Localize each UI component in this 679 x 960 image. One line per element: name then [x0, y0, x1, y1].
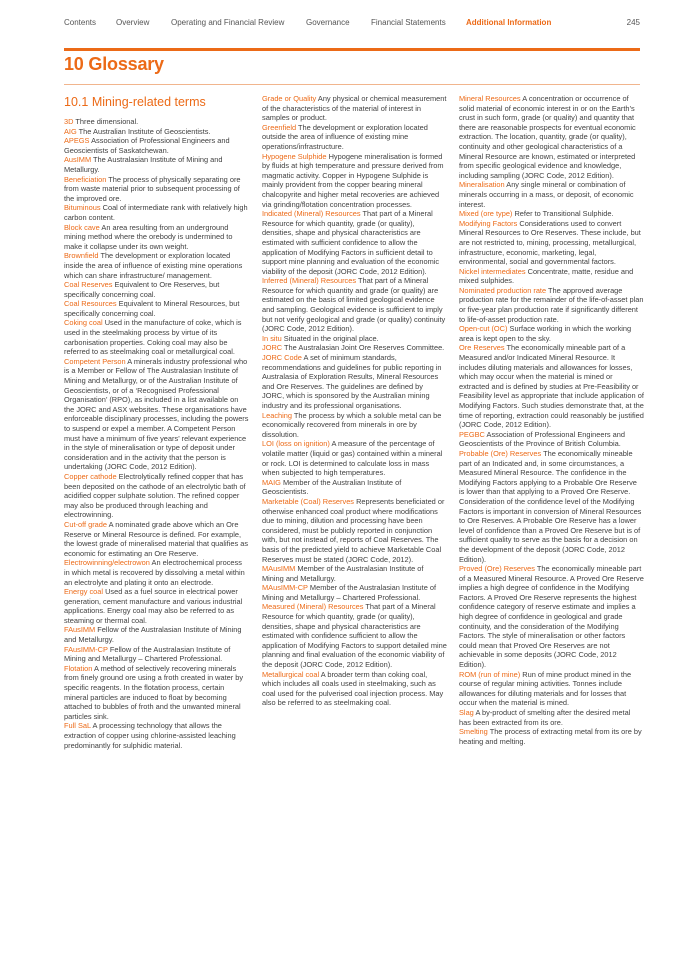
glossary-definition: The economically mineable part of a Measured Mineral Resource. A Proved Ore Reserve implies a high degree of confidence in the Modifying Factors. A Proved Ore Reserve represents the highest confidence category of reserve estimate and implies a high degree of confidence in geological and grade continuity, and the consideration of the Modifying Factors. The style of mineralisation or other factors could mean that Proved Ore Reserves are not achievable in some deposits (JORC Code, 2012 Edition).	[459, 564, 644, 670]
glossary-entry	[459, 670, 644, 708]
glossary-entry	[459, 94, 644, 180]
glossary-term: APEGS	[64, 136, 90, 146]
glossary-definition: A processing technology that allows the extraction of copper using chlorine-assisted leaching predominantly for sulphidic material.	[64, 721, 236, 750]
glossary-term: Ore Reserves	[459, 343, 505, 353]
glossary-term: Open-cut (OC)	[459, 324, 508, 334]
glossary-term: Coal Reserves	[64, 280, 113, 290]
glossary-term: Coal Resources	[64, 299, 117, 309]
glossary-entry	[459, 449, 644, 564]
glossary-definition: Refer to Transitional Sulphide.	[514, 209, 614, 219]
glossary-entry	[459, 430, 644, 449]
glossary-definition: Run of mine product mined in the course of regular mining activities. Tonnes include allowances for diluting materials and for losses that occur when the material is mined.	[459, 669, 632, 708]
glossary-term: AusIMM	[64, 155, 92, 165]
page-number: 245	[626, 18, 640, 27]
glossary-term: PEGBC	[459, 429, 485, 439]
nav-overview[interactable]: Overview	[116, 18, 150, 27]
glossary-definition: Considerations used to convert Mineral Resources to Ore Reserves. These include, but are not restricted to, mining, processing, metallurgical, infrastructure, economic, marketing, legal, environmental, social and governmental factors.	[459, 218, 641, 267]
glossary-definition: Member of the Australasian Institute of Mining and Metallurgy – Chartered Professional.	[262, 583, 437, 602]
glossary-definition: Equivalent to Ore Reserves, but specifically concerning coal.	[64, 280, 220, 299]
top-navigation	[64, 14, 640, 30]
glossary-term: MAIG	[262, 477, 281, 487]
glossary-term: Mixed (ore type)	[459, 209, 513, 219]
glossary-entry	[64, 520, 249, 558]
glossary-definition: A method of selectively recovering minerals from finely ground ore using a froth created in water by specific reagents. In the flotation process, certain mineral particles are induced to float by becoming attached to bubbles of froth and the unwanted mineral particles sink.	[64, 663, 244, 721]
glossary-definition: The process of physically separating ore from waste material prior to subsequent processing of the improved ore.	[64, 174, 241, 203]
glossary-entry	[64, 155, 249, 174]
glossary-term: Marketable (Coal) Reserves	[262, 496, 355, 506]
glossary-definition: Represents beneficiated or otherwise enhanced coal product where modifications due to mining, dilution and processing have been considered, must be publicly reported in conjunction with, but not instead of, reports of Coal Reserves. The basis of the predicted yield to achieve Marketable Coal Reserves must be stated (JORC Code, 2012).	[262, 496, 445, 564]
nav-governance[interactable]: Governance	[306, 18, 350, 27]
glossary-entry	[64, 645, 249, 664]
glossary-definition: A by-product of smelting after the desired metal has been extracted from its ore.	[459, 708, 631, 727]
glossary-definition: Concentrate, matte, residue and mixed sulphides.	[459, 266, 634, 286]
glossary-definition: Any physical or chemical measurement of the characteristics of the material of interest in samples or product.	[262, 94, 447, 123]
glossary-entry	[459, 180, 644, 209]
glossary-entry	[64, 664, 249, 722]
glossary-definition: Member of the Australasian Institute of Mining and Metallurgy.	[262, 564, 424, 583]
glossary-definition: The Australasian Institute of Mining and Metallurgy.	[64, 155, 223, 174]
glossary-entry	[64, 587, 249, 625]
glossary-term: Metallurgical coal	[262, 669, 320, 679]
title-bottom-rule	[64, 84, 640, 85]
nav-financial-statements[interactable]: Financial Statements	[371, 18, 446, 27]
glossary-definition: Equivalent to Mineral Resources, but specifically concerning coal.	[64, 299, 240, 318]
page-title: 10 Glossary	[64, 54, 164, 74]
glossary-definition: A broader term than coking coal, which includes all coals used in steelmaking, such as coal used for the pulverised coal injection process. May also be referred to as steelmaking coal.	[262, 669, 444, 708]
glossary-term: Slag	[459, 708, 474, 717]
glossary-term: MAusIMM	[262, 564, 296, 574]
glossary-entry	[262, 670, 447, 708]
glossary-entry	[262, 602, 447, 669]
glossary-definition: That part of a Mineral Resource for which quantity, grade (or quality), densities, shape and physical characteristics are estimated with confidence sufficient to allow the application of Modifying Factors to support detailed mine planning and final evaluation of the economic viability of the deposit (JORC Code, 2012 Edition).	[262, 602, 447, 670]
glossary-entry	[262, 334, 447, 344]
glossary-entry	[262, 564, 447, 583]
glossary-term: Proved (Ore) Reserves	[459, 564, 535, 574]
glossary-term: Measured (Mineral) Resources	[262, 602, 364, 612]
glossary-term: Energy coal	[64, 587, 104, 597]
glossary-term: FAusIMM-CP	[64, 644, 108, 654]
glossary-definition: Association of Professional Engineers and Geoscientists of Saskatchewan.	[64, 136, 230, 155]
glossary-definition: Member of the Australian Institute of Geoscientists.	[262, 477, 402, 497]
section-number: 10.1	[64, 95, 89, 109]
glossary-definition: A nominated grade above which an Ore Reserve or Mineral Resource is defined. For example, the lowest grade of mineralised material that qualifies as economic for estimating an Ore Reserve.	[64, 519, 249, 558]
glossary-term: Inferred (Mineral) Resources	[262, 276, 357, 286]
glossary-term: Electrowinning/electrowon	[64, 558, 150, 568]
glossary-term: Nickel intermediates	[459, 266, 526, 276]
glossary-term: Beneficiation	[64, 174, 107, 184]
glossary-definition: The process by which a soluble metal can be economically recovered from minerals in ore by dissolution.	[262, 410, 442, 439]
glossary-term: Block cave	[64, 222, 100, 232]
glossary-definition: The development or exploration located inside the area of influence of existing mine operations which can share infrastructure/ management.	[64, 251, 243, 280]
glossary-definition: The process of extracting metal from its ore by heating and melting.	[459, 727, 642, 746]
nav-additional-information[interactable]: Additional Information	[466, 18, 552, 27]
glossary-entry	[64, 223, 249, 252]
glossary-definition: That part of a Mineral Resource for which quantity and grade (or quality) are estimated on the basis of limited geological evidence and sampling. Geological evidence is sufficient to imply but not verify geological and grade (or quality) continuity (JORC Code, 2012 Edition).	[262, 276, 446, 334]
glossary-term: Probable (Ore) Reserves	[459, 448, 542, 458]
glossary-entry	[262, 583, 447, 602]
glossary-definition: Hypogene mineralisation is formed by fluids at high temperature and pressure derived from magmatic activity. Copper in Hypogene Sulphide is mainly provident from the copper bearing mineral chalcopyrite and higher metal recoveries are achieved via grinding/flotation concentration processes.	[262, 151, 444, 209]
glossary-entry	[64, 127, 249, 137]
glossary-entry	[262, 411, 447, 440]
glossary-entry	[64, 625, 249, 644]
glossary-term: JORC	[262, 343, 283, 353]
glossary-definition: The economically mineable part of a Measured and/or Indicated Mineral Resource. It includes diluting materials and allowances for losses, which may occur when the material is mined or extracted and is defined by studies at Pre-Feasibility or Feasibility level as appropriate that include application of Modifying Factors. Such studies demonstrate that, at the time of reporting, extraction could reasonably be justified (JORC Code, 2012 Edition).	[459, 343, 644, 430]
glossary-entry	[459, 267, 644, 286]
glossary-entry	[459, 708, 644, 727]
glossary-term: Competent Person	[64, 356, 126, 366]
glossary-term: Full SaL	[64, 721, 91, 731]
glossary-term: 3D	[64, 117, 74, 126]
nav-contents[interactable]: Contents	[64, 18, 97, 27]
glossary-entry	[64, 318, 249, 356]
glossary-definition: A set of minimum standards, recommendations and guidelines for public reporting in Australasia of Exploration Results, Mineral Resources and Ore Reserves. The guidelines are defined by JORC, which is sponsored by the Australian mining industry and its professional organisations.	[262, 353, 442, 410]
glossary-definition: The approved average production rate for the remainder of the life-of-asset plan or five-year plan production rate if significantly different to life-of-asset production rate.	[459, 285, 644, 324]
glossary-entry	[64, 251, 249, 280]
glossary-definition: Association of Professional Engineers and Geoscientists of the Province of British Columbia.	[459, 429, 625, 449]
glossary-entry	[262, 343, 447, 353]
section-title: Mining-related terms	[91, 95, 206, 109]
glossary-term: LOI (loss on ignition)	[262, 439, 330, 449]
glossary-entry	[64, 280, 249, 299]
glossary-term: Leaching	[262, 410, 292, 420]
glossary-column-1	[64, 94, 249, 750]
glossary-entry	[64, 357, 249, 472]
glossary-term: ROM (run of mine)	[459, 669, 521, 679]
glossary-term: Modifying Factors	[459, 218, 518, 228]
glossary-definition: The development or exploration located outside the area of influence of existing mine operations/infrastructure.	[262, 122, 428, 151]
glossary-term: Cut-off grade	[64, 519, 108, 529]
glossary-entry	[262, 353, 447, 411]
glossary-entry	[459, 286, 644, 324]
glossary-term: Mineral Resources	[459, 94, 521, 103]
glossary-definition: Fellow of the Australasian Institute of Mining and Metallurgy – Chartered Professional.	[64, 644, 231, 664]
glossary-column-2	[262, 94, 447, 708]
glossary-entry	[262, 123, 447, 152]
glossary-entry	[262, 94, 447, 123]
glossary-entry	[64, 136, 249, 155]
glossary-definition: Situated in the original place.	[283, 333, 379, 343]
glossary-entry	[262, 439, 447, 477]
glossary-term: Mineralisation	[459, 180, 505, 190]
glossary-term: JORC Code	[262, 353, 302, 363]
glossary-entry	[459, 219, 644, 267]
glossary-definition: The Australasian Joint Ore Reserves Committee.	[284, 343, 445, 353]
glossary-term: Indicated (Mineral) Resources	[262, 209, 361, 219]
glossary-entry	[262, 497, 447, 564]
glossary-entry	[64, 299, 249, 318]
glossary-term: Grade or Quality	[262, 94, 317, 103]
glossary-definition: A minerals industry professional who is a Member or Fellow of The Australasian Institute of Mining and Metallurgy, or of the Australian Institute of Geoscientists, or of a ‘Recognised Professional Organisation’ (RPO), as included in a list available on the JORC and ASX websites. These organisations have enforceable disciplinary processes, including the powers to suspend or expel a member. A Competent Person must have a minimum of five years’ relevant experience in the style of mineralisation or type of deposit under consideration and in the activity that the person is undertaking (JORC Code, 2012 Edition).	[64, 356, 249, 472]
glossary-term: Greenfield	[262, 122, 297, 132]
glossary-entry	[64, 175, 249, 204]
glossary-entry	[459, 324, 644, 343]
glossary-definition: Used in the manufacture of coke, which is used in the steelmaking process by virtue of its carbonisation properties. Coking coal may also be referred to as steelmaking coal or metallurgical coal.	[64, 318, 242, 357]
glossary-entry	[64, 558, 249, 587]
glossary-term: Coking coal	[64, 318, 103, 328]
glossary-term: AIG	[64, 126, 77, 136]
glossary-entry	[64, 117, 249, 127]
glossary-column-3	[459, 94, 644, 746]
glossary-definition: An area resulting from an underground mining method where the orebody is undermined to make it collapse under its own weight.	[64, 222, 233, 251]
section-heading	[64, 94, 249, 110]
glossary-entry	[262, 478, 447, 497]
glossary-term: Flotation	[64, 663, 93, 673]
glossary-definition: A concentration or occurrence of solid material of economic interest in or on the Earth’s crust in such form, grade (or quality) and quantity that there are reasonable prospects for eventual economic extraction. The location, quantity, grade (or quality), continuity and other geological characteristics of a Mineral Resource are known, estimated or interpreted from specific geological evidence and knowledge, including sampling (JORC Code, 2012 Edition).	[459, 94, 636, 180]
glossary-term: Bituminous	[64, 203, 101, 213]
glossary-entry	[262, 209, 447, 276]
glossary-entry	[64, 721, 249, 750]
glossary-definition: That part of a Mineral Resource for which quantity, grade (or quality), densities, shape and physical characteristics are estimated with sufficient confidence to allow the application of Modifying Factors in sufficient detail to support mine planning and evaluation of the economic viability of the deposit (JORC Code, 2012 Edition).	[262, 209, 440, 276]
glossary-definition: An electrochemical process in which metal is recovered by dissolving a metal within an electrolyte and plating it onto an electrode.	[64, 558, 245, 587]
glossary-entry	[262, 152, 447, 210]
glossary-term: Nominated production rate	[459, 285, 547, 295]
glossary-definition: Fellow of the Australasian Institute of Mining and Metallurgy.	[64, 625, 242, 645]
glossary-entry	[64, 472, 249, 520]
glossary-definition: Three dimensional.	[75, 117, 139, 126]
glossary-definition: Coal of intermediate rank with relatively high carbon content.	[64, 203, 248, 222]
glossary-entry	[459, 209, 644, 219]
glossary-entry	[459, 343, 644, 429]
glossary-definition: Surface working in which the working area is kept open to the sky.	[459, 324, 632, 343]
nav-operating-financial-review[interactable]: Operating and Financial Review	[171, 18, 285, 27]
glossary-term: FAusIMM	[64, 625, 96, 635]
glossary-definition: Used as a fuel source in electrical power generation, cement manufacture and various industrial applications. Energy coal may also be referred to as steaming or thermal coal.	[64, 587, 243, 625]
glossary-definition: Electrolytically refined copper that has been deposited on the cathode of an electrolytic bath of acidified copper sulphate solution. The refined copper may also be produced through leaching and electrowinning.	[64, 471, 246, 520]
glossary-term: In situ	[262, 333, 282, 343]
glossary-entry	[64, 203, 249, 222]
glossary-term: Copper cathode	[64, 471, 117, 481]
glossary-term: Smelting	[459, 727, 488, 737]
glossary-definition: A measure of the percentage of volatile matter (liquid or gas) contained within a mineral or rock. LOI is determined to calculate loss in mass when subjected to high temperatures.	[262, 439, 443, 478]
glossary-term: Brownfield	[64, 251, 99, 261]
glossary-definition: The Australian Institute of Geoscientists.	[78, 126, 211, 136]
glossary-definition: Any single mineral or combination of minerals occurring in a mass, or deposit, of economic interest.	[459, 180, 634, 209]
glossary-entry	[262, 276, 447, 334]
glossary-entry	[459, 564, 644, 670]
glossary-definition: The economically mineable part of an Indicated and, in some circumstances, a Measured Mineral Resource. The confidence in the Modifying Factors applying to a Probable Ore Reserve is lower than that applying to a Proved Ore Reserve. Consideration of the confidence level of the Modifying Factors is important in conversion of Mineral Resources to Ore Reserves. A Probable Ore Reserve has a lower level of confidence than a Proved Ore Reserve but is of sufficient quality to serve as the basis for a decision on the development of the deposit (JORC Code, 2012 Edition).	[459, 448, 642, 564]
glossary-term: MAusIMM-CP	[262, 583, 308, 593]
glossary-entry	[459, 727, 644, 746]
glossary-term: Hypogene Sulphide	[262, 151, 327, 161]
title-top-rule	[64, 48, 640, 51]
